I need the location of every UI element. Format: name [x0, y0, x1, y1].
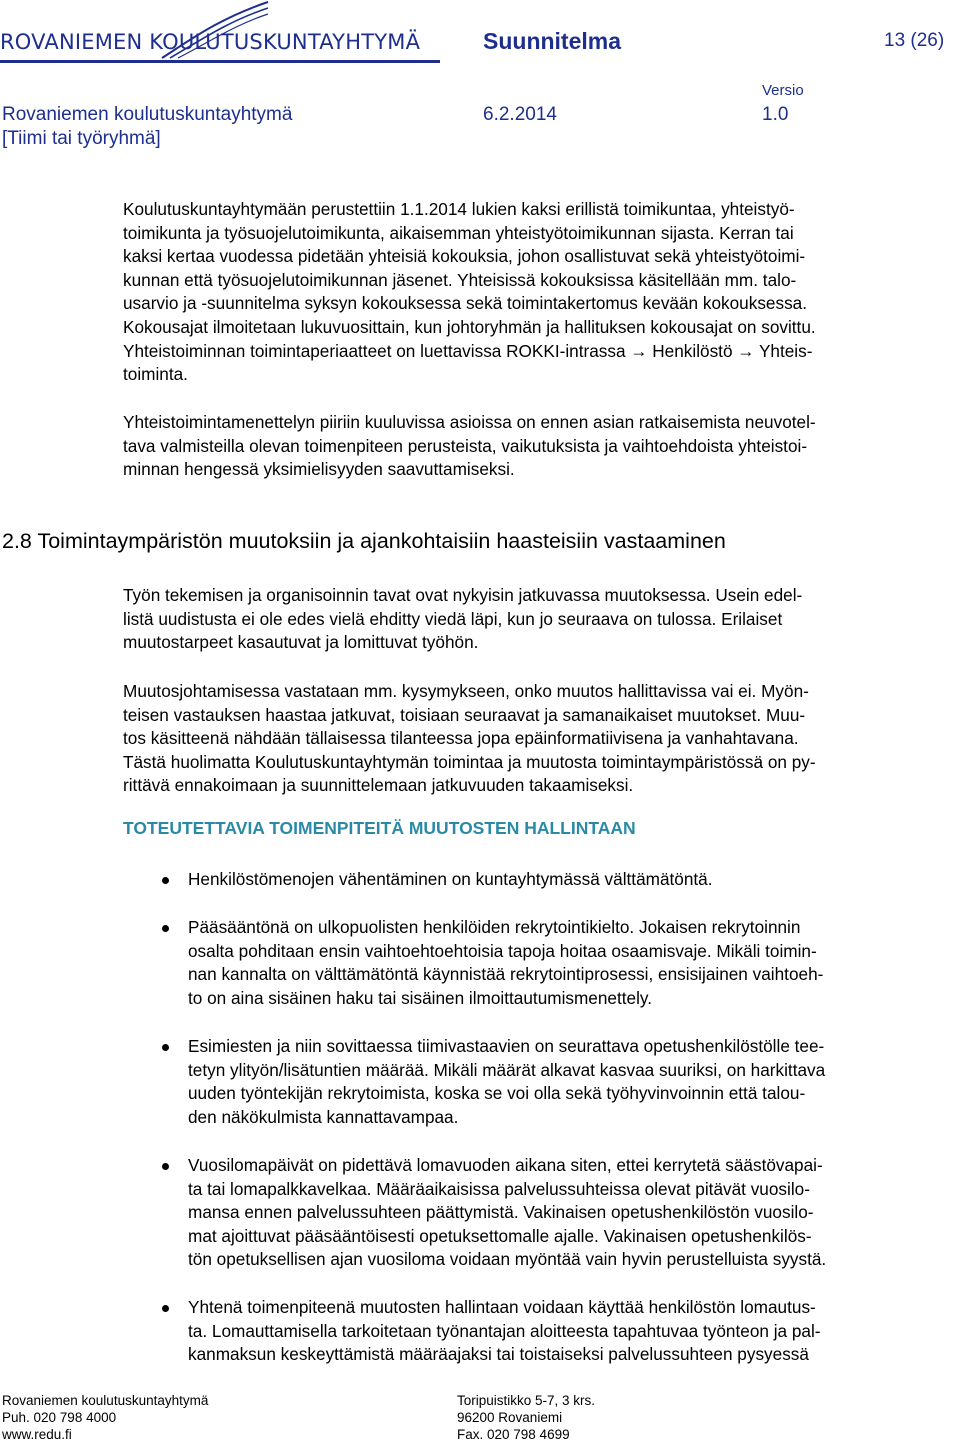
text-segment: Yhteistoiminnan toimintaperiaatteet on luettavissa ROKKI-intrassa	[123, 340, 626, 361]
version-label: Versio	[762, 82, 804, 99]
text-line: Tästä huolimatta Koulutuskuntayhtymän toimintaa ja muutosta toimintaympäristössä on py-	[123, 751, 816, 772]
list-item	[188, 1154, 958, 1272]
bullet-icon	[162, 877, 169, 884]
page-number: 13 (26)	[884, 30, 945, 51]
version-number: 1.0	[762, 104, 789, 125]
text-line: Vuosilomapäivät on pidettävä lomavuoden aikana siten, ettei kerrytetä säästövapai-	[188, 1155, 823, 1175]
measures-subheading: TOTEUTETTAVIA TOIMENPITEITÄ MUUTOSTEN HALLINTAAN	[123, 818, 636, 838]
section-heading: 2.8 Toimintaympäristön muutoksiin ja ajankohtaisiin haasteisiin vastaaminen	[2, 529, 726, 553]
text-line: muutostarpeet kasautuvat ja lomittuvat työhön.	[123, 632, 479, 653]
text-line: teisen vastauksen haastaa jatkuvat, toisiaan seuraavat ja samanaikaiset muutokset. Muu-	[123, 704, 806, 725]
footer-website-link[interactable]: www.redu.fi	[2, 1427, 72, 1442]
paragraph-change	[123, 584, 953, 655]
text-line: usarvio ja -suunnitelma syksyn kokouksessa sekä toimintakertomus kevään kokouksessa.	[123, 293, 807, 314]
intranet-path-item: Yhteis-	[758, 340, 813, 361]
paragraph-change-management	[123, 680, 953, 798]
text-line: Työn tekemisen ja organisoinnin tavat ovat nykyisin jatkuvassa muutoksessa. Usein edel-	[123, 585, 803, 605]
document-date: 6.2.2014	[483, 104, 557, 125]
text-line: ta. Lomauttamisella tarkoitetaan työnantajan aloitteesta tapahtuvaa työnteon ja pal-	[188, 1320, 821, 1341]
team-placeholder: [Tiimi tai työryhmä]	[2, 128, 161, 149]
text-line: kanmaksun keskeyttämistä määräajaksi tai toistaiseksi palvelussuhteen pysyessä	[188, 1344, 809, 1365]
text-line: Kokousajat ilmoitetaan lukuvuosittain, kun johtoryhmän ja hallituksen kokousajat on sovittu.	[123, 316, 816, 337]
footer-contact-left	[2, 1392, 208, 1443]
text-line: nan kannalta on välttämätöntä käynnistää rekrytointiprosessi, ensisijainen vaihtoeh-	[188, 964, 824, 985]
list-item	[188, 868, 958, 892]
text-line: Esimiesten ja niin sovittaessa tiimivastaavien on seurattava opetushenkilöstölle tee-	[188, 1036, 825, 1056]
arrow-right-icon: →	[630, 340, 648, 361]
intranet-path-item: Henkilöstö	[652, 340, 733, 361]
text-line: Yhtenä toimenpiteenä muutosten hallintaan voidaan käyttää henkilöstön lomautus-	[188, 1297, 816, 1317]
text-line: mat ajoittuvat pääsääntöisesti opetuksettomalle ajalle. Vakinaisen opetushenkilös-	[188, 1225, 812, 1246]
footer-contact-right	[457, 1392, 595, 1443]
list-item	[188, 1035, 958, 1129]
paragraph-procedure	[123, 411, 953, 482]
text-line: kaksi kertaa vuodessa pidetään yhteisiä kokouksia, johon osallistuvat sekä yhteistyötoimi-	[123, 246, 806, 267]
text-line: listä uudistusta ei ole edes vielä ehditty viedä läpi, kun jo seuraava on tulossa. Erilaiset	[123, 608, 783, 629]
text-line: osalta pohditaan ensin vaihtoehtoehtoisia tapoja hoitaa osaamisvaje. Mikäli toimin-	[188, 940, 817, 961]
footer-address: Toripuistikko 5-7, 3 krs.	[457, 1393, 596, 1408]
text-line: uuden työntekijän rekrytoimista, koska se voi olla sekä työhyvinvoinnin että talou-	[188, 1083, 806, 1104]
footer-phone: Puh. 020 798 4000	[2, 1410, 117, 1425]
list-item	[188, 1296, 958, 1367]
bullet-icon	[162, 1305, 169, 1312]
text-line: Henkilöstömenojen vähentäminen on kuntayhtymässä välttämätöntä.	[188, 869, 713, 889]
text-line: toimikunta ja työsuojelutoimikunta, aikaisemman yhteistyötoimikunnan sijasta. Kerran tai	[123, 222, 794, 243]
paragraph-cooperation	[123, 198, 953, 387]
text-line: minnan hengessä yksimielisyyden saavuttamiseksi.	[123, 459, 515, 480]
text-line: ta tai lomapalkkavelkaa. Määräaikaisissa palvelussuhteissa olevat pitävät vuosilo-	[188, 1178, 810, 1199]
intranet-path-line	[123, 340, 953, 364]
bullet-icon	[162, 1163, 169, 1170]
text-line: Pääsääntönä on ulkopuolisten henkilöiden rekrytointikielto. Jokaisen rekrytoinnin	[188, 917, 801, 937]
list-item	[188, 916, 958, 1010]
logo-wordmark: ROVANIEMEN KOULUTUSKUNTAYHTYMÄ	[0, 30, 421, 54]
footer-postal: 96200 Rovaniemi	[457, 1410, 563, 1425]
arrow-right-icon: →	[737, 340, 755, 361]
text-line: tetyn ylityön/lisätuntien määrää. Mikäli määrät alkavat kasvaa suuriksi, on harkittava	[188, 1059, 826, 1080]
text-line: toiminta.	[123, 364, 188, 385]
organization-name: Rovaniemen koulutuskuntayhtymä	[2, 104, 293, 125]
text-line: kunnan että työsuojelutoimikunnan jäsenet. Yhteisissä kokouksissa käsitellään mm. talo-	[123, 269, 797, 290]
text-line: rittävä ennakoimaan ja suunnittelemaan jatkuvuuden takaamiseksi.	[123, 775, 634, 796]
text-line: Yhteistoimintamenettelyn piiriin kuuluvissa asioissa on ennen asian ratkaisemista neuvotel-	[123, 412, 816, 432]
bullet-icon	[162, 925, 169, 932]
text-line: to on aina sisäinen haku tai sisäinen ilmoittautumismenettely.	[188, 987, 652, 1008]
text-line: den näkökulmista kannattavampaa.	[188, 1106, 459, 1127]
text-line: tos käsitteenä nähdään tällaisessa tilanteessa jopa epäinformatiivisena ja vanhahtavana.	[123, 728, 799, 749]
footer-fax: Fax. 020 798 4699	[457, 1427, 570, 1442]
text-line: tön opetuksellisen ajan vuosiloma voidaan myöntää vain hyvin perustelluista syystä.	[188, 1249, 827, 1270]
bullet-icon	[162, 1044, 169, 1051]
document-title: Suunnitelma	[483, 28, 622, 54]
logo-rule	[0, 60, 440, 63]
text-line: Muutosjohtamisessa vastataan mm. kysymykseen, onko muutos hallittavissa vai ei. Myön-	[123, 681, 809, 701]
footer-org: Rovaniemen koulutuskuntayhtymä	[2, 1393, 209, 1408]
text-line: tava valmisteilla olevan toimenpiteen perusteista, vaikutuksista ja vaihtoehdoista yhteistoi-	[123, 435, 808, 456]
text-line: mansa ennen palvelussuhteen päättymistä. Vakinaisen opetushenkilöstön vuosilo-	[188, 1202, 814, 1223]
text-line: Koulutuskuntayhtymään perustettiin 1.1.2014 lukien kaksi erillistä toimikuntaa, yhteistyö-	[123, 199, 795, 219]
